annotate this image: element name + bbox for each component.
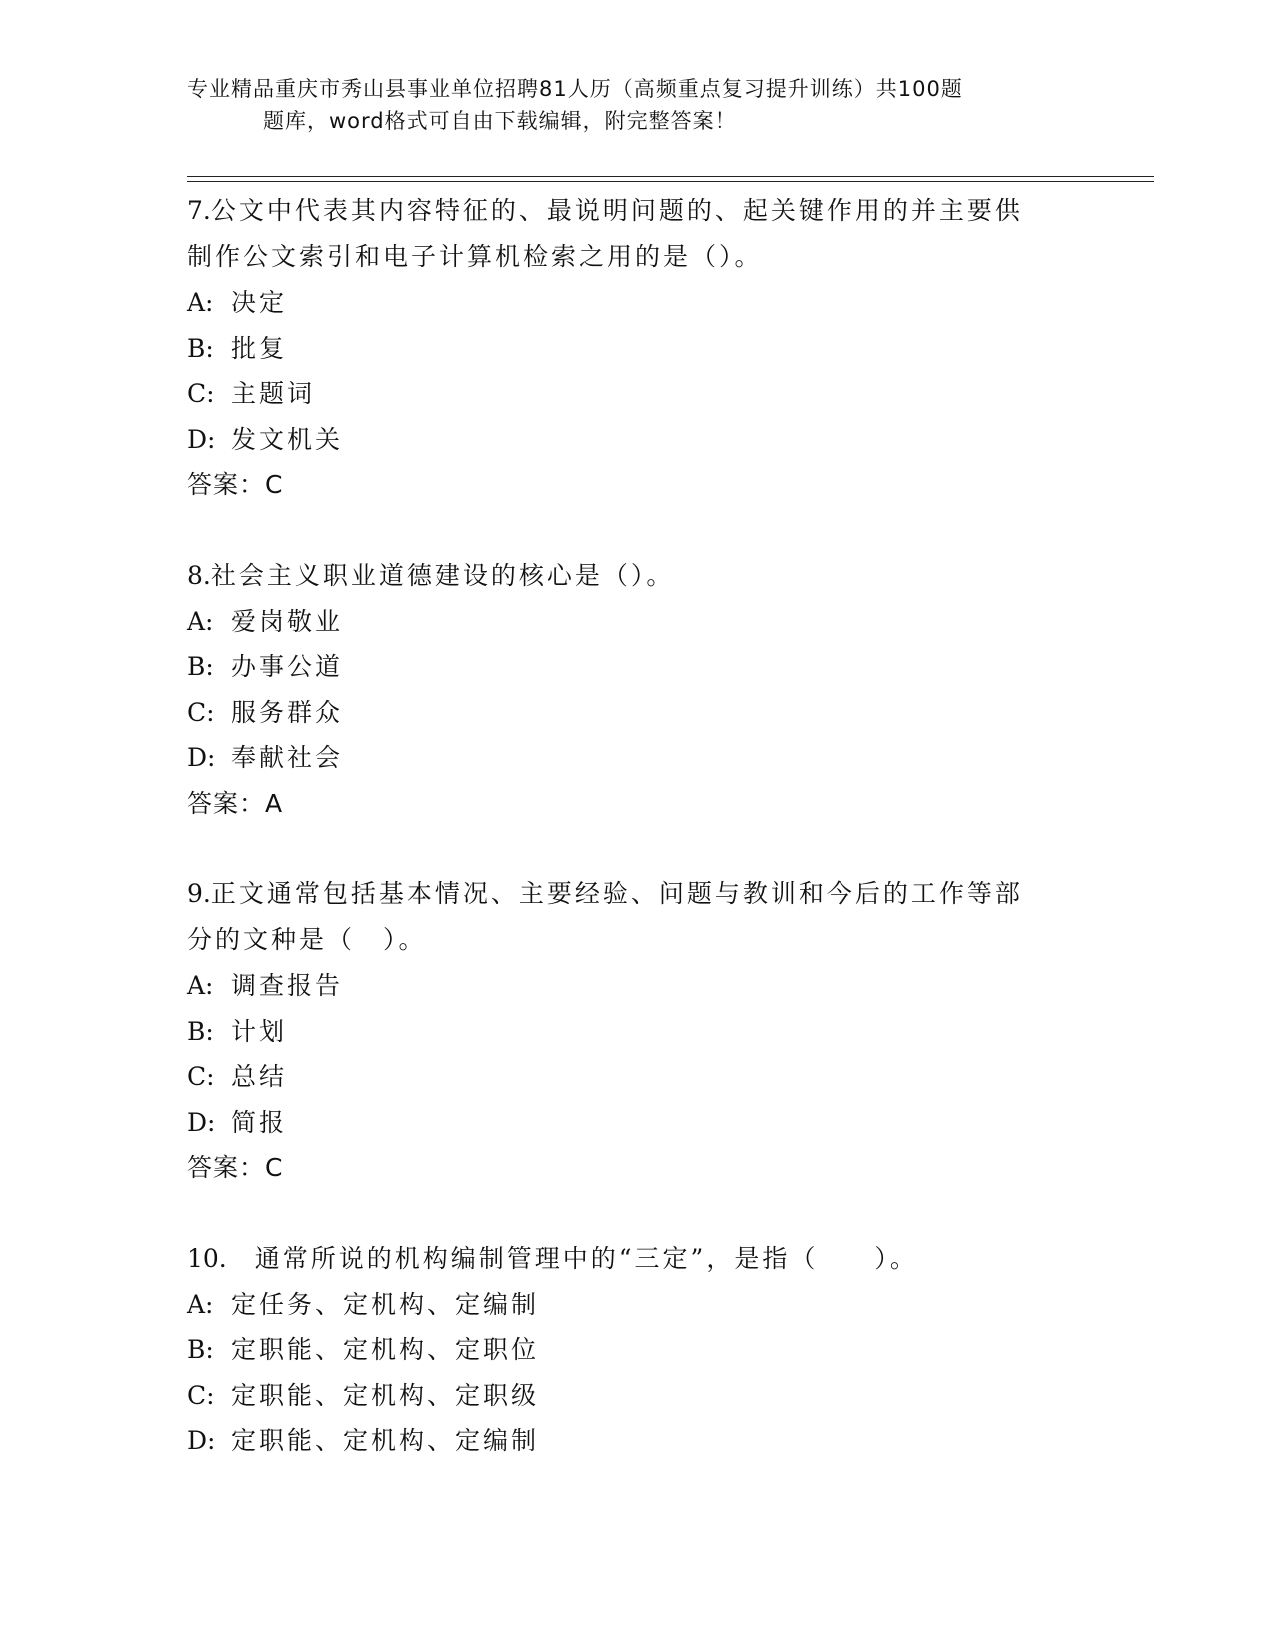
question-9 bbox=[187, 871, 1067, 1191]
option-key: B: bbox=[187, 333, 214, 363]
option-c bbox=[187, 1054, 1067, 1100]
question-stem-line: 通常所说的机构编制管理中的“三定”，是指（ ）。 bbox=[226, 1243, 918, 1273]
option-text: 服务群众 bbox=[231, 697, 344, 727]
question-stem-continued bbox=[187, 234, 1067, 280]
question-stem-line: 正文通常包括基本情况、主要经验、问题与教训和今后的工作等部 bbox=[210, 879, 1023, 908]
option-key: D: bbox=[187, 1426, 216, 1455]
option-key: C: bbox=[187, 1062, 215, 1091]
option-a bbox=[187, 963, 1067, 1009]
option-text: 总结 bbox=[231, 1062, 288, 1091]
question-stem-continued bbox=[187, 917, 1067, 963]
option-text: 简报 bbox=[231, 1107, 288, 1137]
question-stem-line: 分的文种是（ ）。 bbox=[187, 925, 427, 954]
question-list bbox=[187, 188, 1067, 1509]
question-stem bbox=[187, 553, 1067, 599]
option-c bbox=[187, 690, 1067, 736]
option-text: 调查报告 bbox=[231, 971, 344, 1000]
question-7 bbox=[187, 188, 1067, 508]
question-number: 9. bbox=[187, 879, 211, 908]
option-c bbox=[187, 371, 1067, 417]
header-divider-top bbox=[187, 176, 1154, 177]
option-text: 办事公道 bbox=[231, 652, 344, 681]
header-title-line-1: 专业精品重庆市秀山县事业单位招聘81人历（高频重点复习提升训练）共100题 bbox=[187, 77, 963, 101]
option-key: D: bbox=[187, 743, 216, 772]
option-d bbox=[187, 735, 1067, 781]
option-text: 定职能、定机构、定职级 bbox=[231, 1380, 540, 1410]
option-key: A: bbox=[187, 971, 214, 1000]
question-10 bbox=[187, 1236, 1067, 1464]
option-key: B: bbox=[187, 1016, 214, 1046]
option-text: 计划 bbox=[231, 1016, 288, 1046]
question-stem-line: 社会主义职业道德建设的核心是（）。 bbox=[210, 560, 675, 590]
option-key: D: bbox=[187, 424, 216, 454]
header-title-line-2: 题库，word格式可自由下载编辑，附完整答案！ bbox=[263, 109, 737, 133]
question-stem bbox=[187, 1236, 1067, 1282]
option-a bbox=[187, 1282, 1067, 1328]
option-key: D: bbox=[187, 1107, 216, 1137]
option-key: C: bbox=[187, 1380, 215, 1410]
option-b bbox=[187, 644, 1067, 690]
option-key: A: bbox=[187, 288, 214, 317]
option-a bbox=[187, 599, 1067, 645]
option-a bbox=[187, 280, 1067, 326]
option-text: 批复 bbox=[231, 333, 288, 363]
option-text: 爱岗敬业 bbox=[231, 606, 344, 636]
question-stem bbox=[187, 188, 1067, 234]
option-b bbox=[187, 1009, 1067, 1055]
option-key: C: bbox=[187, 697, 215, 727]
question-stem bbox=[187, 871, 1067, 917]
question-number: 10. bbox=[187, 1243, 227, 1273]
option-text: 奉献社会 bbox=[231, 743, 344, 772]
option-key: A: bbox=[187, 1289, 214, 1319]
option-key: B: bbox=[187, 1335, 214, 1364]
question-8 bbox=[187, 553, 1067, 827]
option-text: 定职能、定机构、定职位 bbox=[231, 1335, 540, 1364]
option-text: 定职能、定机构、定编制 bbox=[231, 1426, 540, 1455]
option-text: 定任务、定机构、定编制 bbox=[231, 1289, 540, 1319]
option-text: 发文机关 bbox=[231, 424, 344, 454]
option-key: C: bbox=[187, 379, 215, 408]
option-text: 决定 bbox=[231, 288, 288, 317]
answer: 答案：C bbox=[187, 470, 284, 499]
question-stem-line: 公文中代表其内容特征的、最说明问题的、起关键作用的并主要供 bbox=[210, 196, 1023, 225]
option-d bbox=[187, 1100, 1067, 1146]
option-c bbox=[187, 1373, 1067, 1419]
option-d bbox=[187, 1418, 1067, 1464]
option-text: 主题词 bbox=[231, 379, 316, 408]
document-header bbox=[187, 73, 1067, 137]
header-divider-bottom bbox=[187, 181, 1154, 182]
answer: 答案：A bbox=[187, 788, 284, 818]
answer: 答案：C bbox=[187, 1153, 284, 1182]
option-key: B: bbox=[187, 652, 214, 681]
question-number: 7. bbox=[187, 196, 211, 225]
question-stem-line: 制作公文索引和电子计算机检索之用的是（）。 bbox=[187, 242, 763, 271]
option-key: A: bbox=[187, 606, 214, 636]
option-b bbox=[187, 1327, 1067, 1373]
option-d bbox=[187, 417, 1067, 463]
option-b bbox=[187, 326, 1067, 372]
question-number: 8. bbox=[187, 560, 211, 590]
